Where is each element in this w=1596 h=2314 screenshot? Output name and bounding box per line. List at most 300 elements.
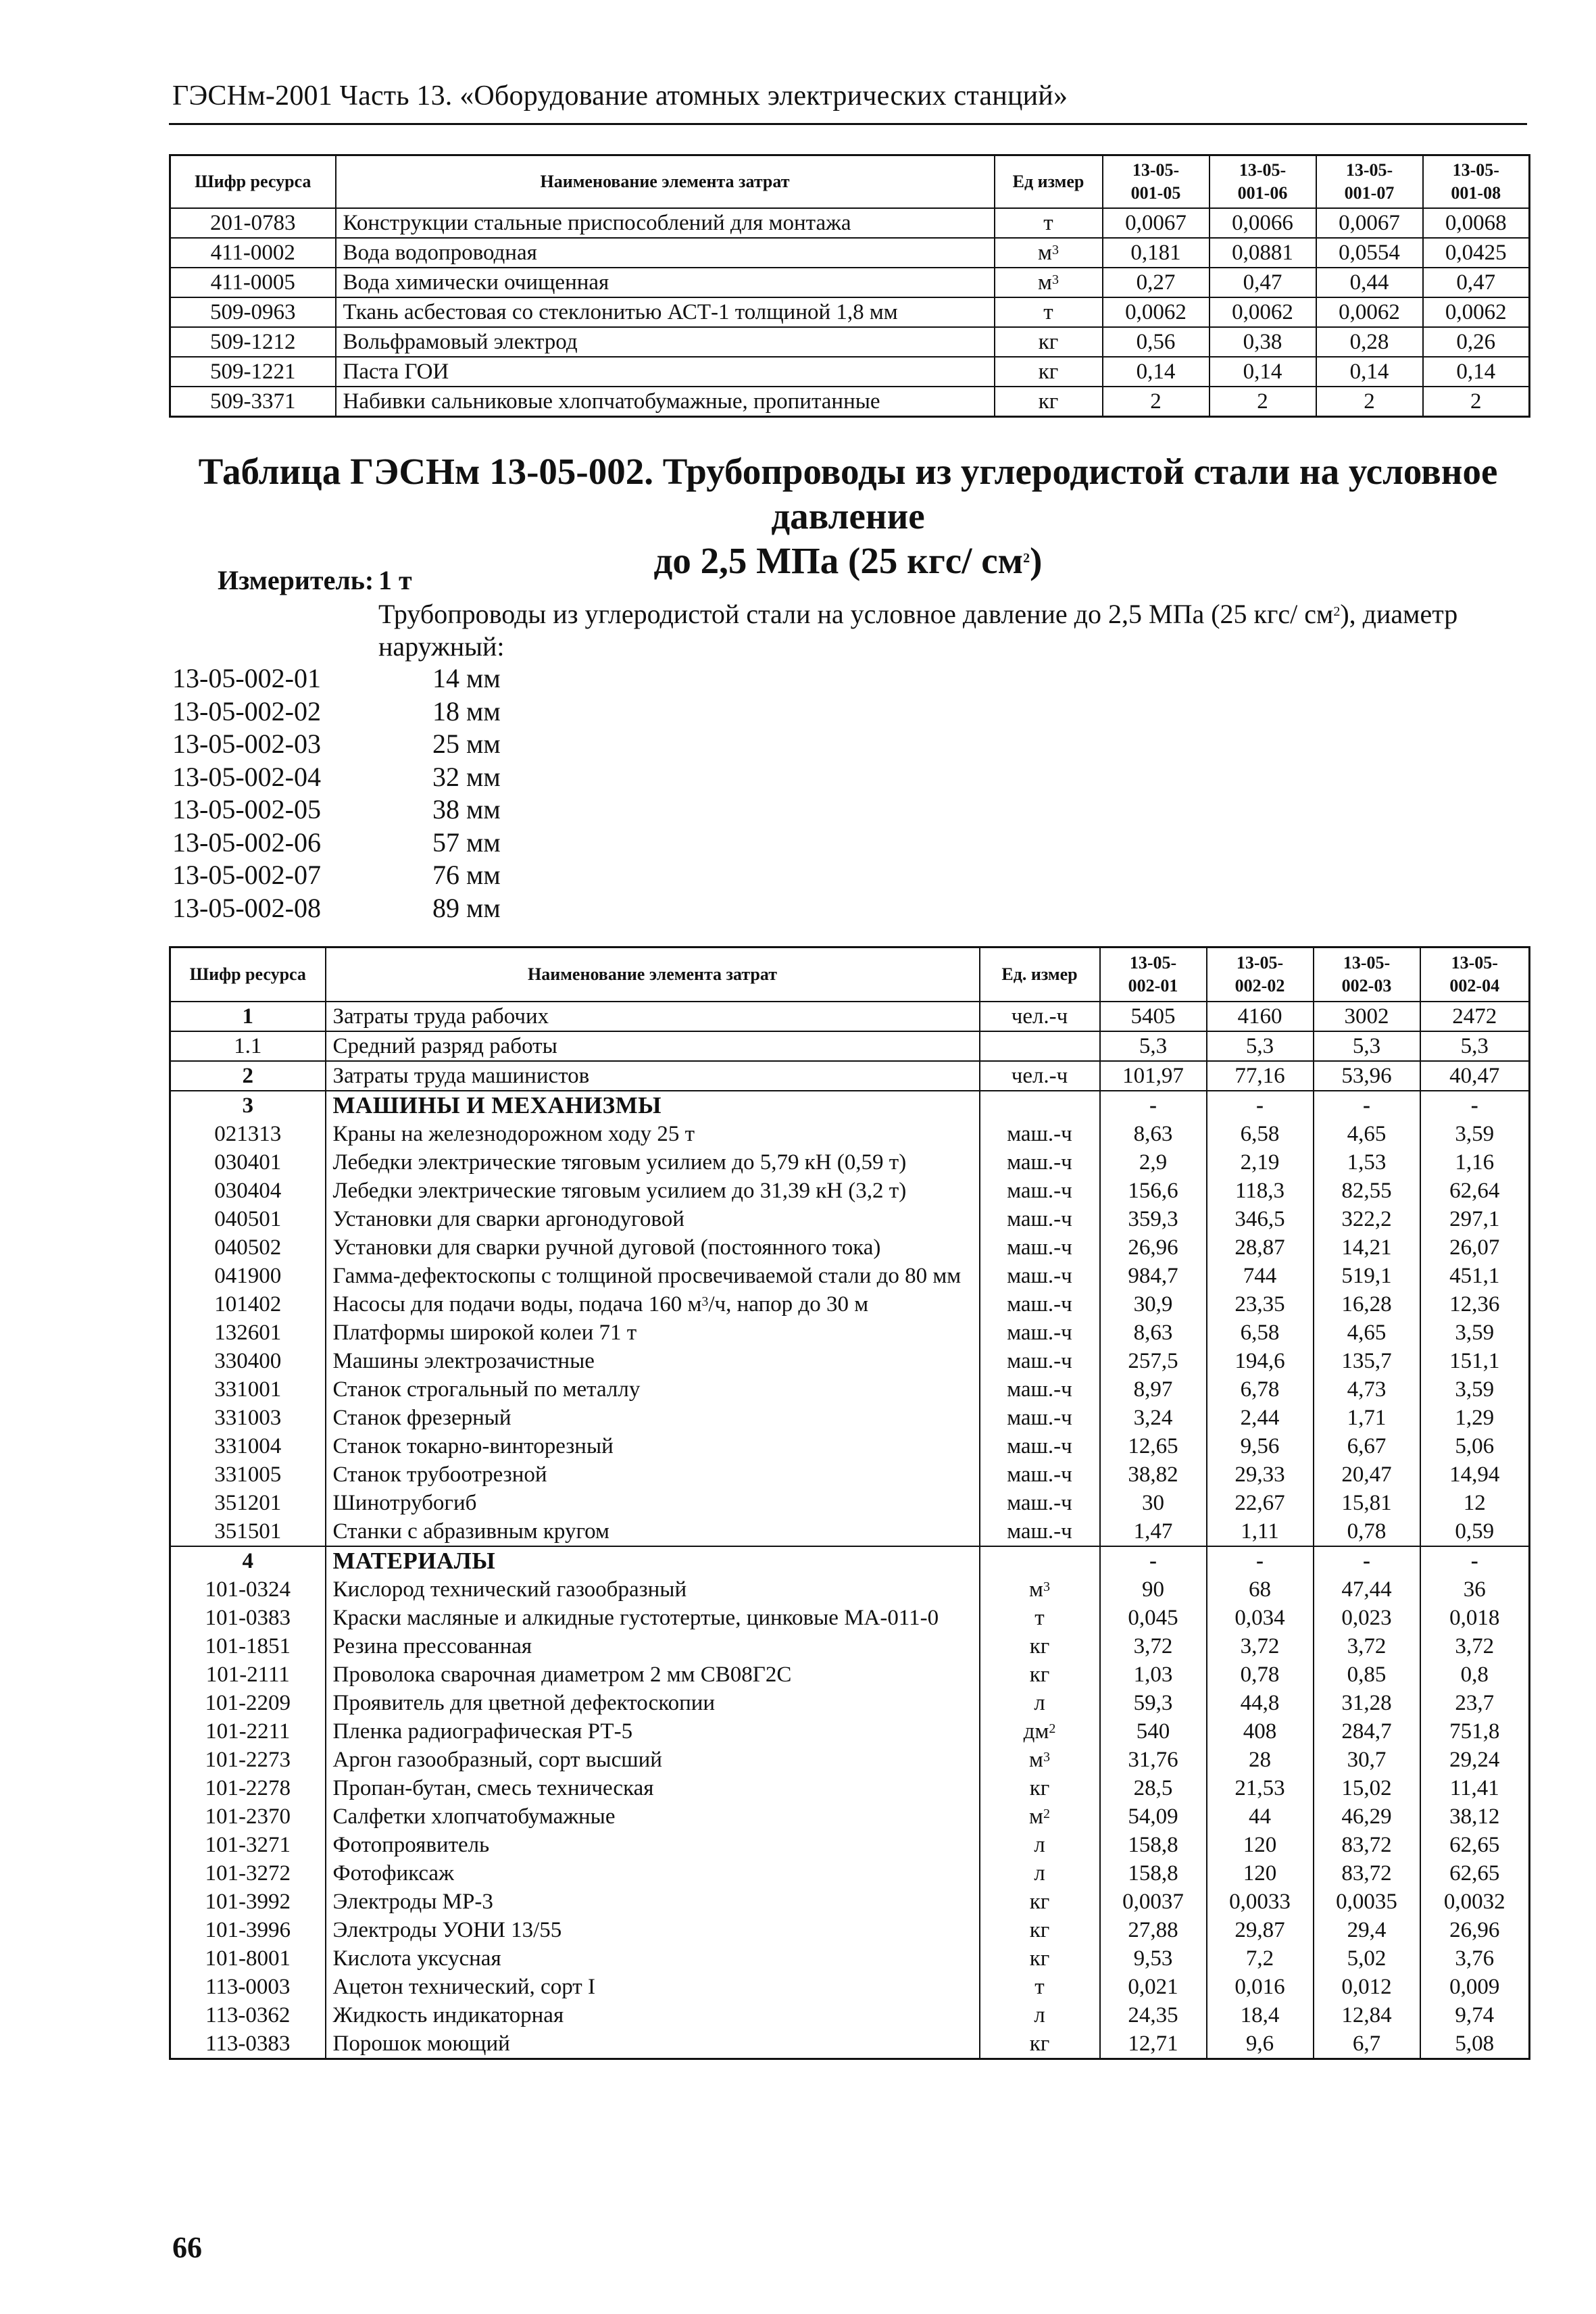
resource-name: Набивки сальниковые хлопчатобумажные, пропитанные — [336, 387, 995, 417]
resource-value: 2472 — [1420, 1002, 1530, 1031]
table-row — [170, 327, 1530, 357]
resource-value: 29,33 — [1207, 1460, 1314, 1489]
resource-value: 20,47 — [1314, 1460, 1420, 1489]
resource-value: 0,045 — [1100, 1604, 1207, 1632]
resource-code: 030404 — [170, 1177, 326, 1205]
variant-code: 13-05-002-06 — [172, 827, 321, 858]
resource-value: 5,3 — [1314, 1031, 1420, 1061]
table-header-row — [170, 947, 1530, 1002]
table-row — [170, 1888, 1530, 1916]
resource-value: - — [1420, 1091, 1530, 1120]
resource-code: 4 — [170, 1546, 326, 1575]
table-row — [170, 1290, 1530, 1319]
variant-item — [172, 662, 501, 695]
resource-unit: маш.-ч — [980, 1489, 1100, 1517]
resource-unit: $м^3$ — [980, 1746, 1100, 1774]
table-row — [170, 1746, 1530, 1774]
resource-value: 2 — [1316, 387, 1423, 417]
resource-unit: кг — [980, 1916, 1100, 1944]
resource-unit: маш.-ч — [980, 1233, 1100, 1262]
resource-unit: маш.-ч — [980, 1404, 1100, 1432]
resource-value: 4,65 — [1314, 1319, 1420, 1347]
resource-value: 0,034 — [1207, 1604, 1314, 1632]
resource-value: 38,82 — [1100, 1460, 1207, 1489]
resource-name: Порошок моющий — [326, 2029, 980, 2059]
resource-code: 101-3272 — [170, 1859, 326, 1888]
resource-value: 1,03 — [1100, 1660, 1207, 1689]
resource-name: Лебедки электрические тяговым усилием до 5,79 кН (0,59 т) — [326, 1148, 980, 1177]
variant-diameter: 32 мм — [432, 761, 501, 792]
variant-item — [172, 761, 501, 794]
header-col: 13-05- 001-06 — [1210, 155, 1316, 208]
resource-code: 1 — [170, 1002, 326, 1031]
resource-unit: т — [995, 208, 1103, 238]
resource-unit: маш.-ч — [980, 1347, 1100, 1375]
resource-unit: маш.-ч — [980, 1205, 1100, 1233]
resource-value: 14,94 — [1420, 1460, 1530, 1489]
resource-unit: маш.-ч — [980, 1177, 1100, 1205]
resource-value: 0,0068 — [1423, 208, 1530, 238]
resource-value: 2 — [1103, 387, 1210, 417]
resource-value: 5,3 — [1420, 1031, 1530, 1061]
table-row — [170, 1432, 1530, 1460]
resource-value: - — [1100, 1091, 1207, 1120]
resource-value: 5,3 — [1100, 1031, 1207, 1061]
resource-name: Установки для сварки ручной дуговой (постоянного тока) — [326, 1233, 980, 1262]
resource-unit: л — [980, 1831, 1100, 1859]
resource-value: 7,2 — [1207, 1944, 1314, 1973]
resource-code: 132601 — [170, 1319, 326, 1347]
header-col: 13-05- 001-08 — [1423, 155, 1530, 208]
table-row — [170, 1859, 1530, 1888]
resource-value: 3,72 — [1420, 1632, 1530, 1660]
resource-code: 509-3371 — [170, 387, 336, 417]
resource-code: 201-0783 — [170, 208, 336, 238]
table-row — [170, 1831, 1530, 1859]
resource-value: 0,0066 — [1210, 208, 1316, 238]
resource-value: 0,0425 — [1423, 238, 1530, 268]
resource-name: Гамма-дефектоскопы с толщиной просвечиваемой стали до 80 мм — [326, 1262, 980, 1290]
resource-code: 331001 — [170, 1375, 326, 1404]
resource-value: 0,181 — [1103, 238, 1210, 268]
resource-value: 90 — [1100, 1575, 1207, 1604]
resource-value: 322,2 — [1314, 1205, 1420, 1233]
table-row — [170, 238, 1530, 268]
header-col: 13-05- 002-02 — [1207, 947, 1314, 1002]
resource-value: 1,16 — [1420, 1148, 1530, 1177]
resource-value: 2 — [1423, 387, 1530, 417]
resource-unit: т — [995, 297, 1103, 327]
resource-value: 23,7 — [1420, 1689, 1530, 1717]
resource-name: Кислота уксусная — [326, 1944, 980, 1973]
resource-unit: $м^3$ — [995, 238, 1103, 268]
resource-value: 0,0881 — [1210, 238, 1316, 268]
header-unit: Ед измер — [995, 155, 1103, 208]
resource-name: Станок трубоотрезной — [326, 1460, 980, 1489]
resource-code: 411-0005 — [170, 268, 336, 297]
resource-unit: чел.-ч — [980, 1061, 1100, 1091]
resource-value: 194,6 — [1207, 1347, 1314, 1375]
resource-value: 3,59 — [1420, 1319, 1530, 1347]
resource-name: Платформы широкой колеи 71 т — [326, 1319, 980, 1347]
header-col: 13-05- 002-04 — [1420, 947, 1530, 1002]
resource-code: 331004 — [170, 1432, 326, 1460]
resource-code: 101-3271 — [170, 1831, 326, 1859]
resource-unit: маш.-ч — [980, 1148, 1100, 1177]
resource-code: 101-2273 — [170, 1746, 326, 1774]
resource-value: 0,012 — [1314, 1973, 1420, 2001]
resource-name: Паста ГОИ — [336, 357, 995, 387]
resource-value: 0,0032 — [1420, 1888, 1530, 1916]
resource-value: 6,67 — [1314, 1432, 1420, 1460]
table-row — [170, 1460, 1530, 1489]
resource-value: 29,4 — [1314, 1916, 1420, 1944]
resource-table-002 — [169, 946, 1530, 2060]
resource-unit: маш.-ч — [980, 1460, 1100, 1489]
resource-value: 0,56 — [1103, 327, 1210, 357]
resource-value: 0,0033 — [1207, 1888, 1314, 1916]
resource-unit: л — [980, 2001, 1100, 2029]
resource-unit: маш.-ч — [980, 1262, 1100, 1290]
resource-unit: кг — [980, 1944, 1100, 1973]
resource-name: Конструкции стальные приспособлений для монтажа — [336, 208, 995, 238]
header-col: 13-05- 001-05 — [1103, 155, 1210, 208]
header-rule — [169, 123, 1527, 125]
resource-value: 28,87 — [1207, 1233, 1314, 1262]
resource-value: 0,0062 — [1210, 297, 1316, 327]
variant-item — [172, 859, 501, 892]
resource-code: 1.1 — [170, 1031, 326, 1061]
resource-value: 3,72 — [1314, 1632, 1420, 1660]
table-row — [170, 1632, 1530, 1660]
variant-code: 13-05-002-08 — [172, 892, 321, 923]
resource-value: 0,85 — [1314, 1660, 1420, 1689]
table-row — [170, 1973, 1530, 2001]
resource-name: Средний разряд работы — [326, 1031, 980, 1061]
resource-value: 151,1 — [1420, 1347, 1530, 1375]
resource-unit: маш.-ч — [980, 1319, 1100, 1347]
resource-value: 0,14 — [1316, 357, 1423, 387]
table-row — [170, 297, 1530, 327]
resource-value: - — [1420, 1546, 1530, 1575]
resource-name: МАТЕРИАЛЫ — [326, 1546, 980, 1575]
resource-code: 101-2370 — [170, 1802, 326, 1831]
table-row — [170, 357, 1530, 387]
variant-item — [172, 793, 501, 827]
variant-code: 13-05-002-01 — [172, 663, 321, 693]
table-row — [170, 1148, 1530, 1177]
resource-value: 9,74 — [1420, 2001, 1530, 2029]
table-row — [170, 1546, 1530, 1575]
resource-value: 9,53 — [1100, 1944, 1207, 1973]
table-row — [170, 1802, 1530, 1831]
resource-value: 0,016 — [1207, 1973, 1314, 2001]
table-title-line-2: до 2,5 МПа (25 кгс/ $см^2$) — [653, 540, 1043, 581]
table-row — [170, 1774, 1530, 1802]
resource-value: 6,7 — [1314, 2029, 1420, 2059]
resource-value: 62,65 — [1420, 1859, 1530, 1888]
resource-code: 101-8001 — [170, 1944, 326, 1973]
resource-unit: кг — [980, 1774, 1100, 1802]
resource-value: 0,0035 — [1314, 1888, 1420, 1916]
table-row — [170, 1031, 1530, 1061]
table-row — [170, 1604, 1530, 1632]
variant-item — [172, 695, 501, 729]
resource-value: 0,0067 — [1103, 208, 1210, 238]
table-row — [170, 1916, 1530, 1944]
resource-value: 11,41 — [1420, 1774, 1530, 1802]
resource-name: Проявитель для цветной дефектоскопии — [326, 1689, 980, 1717]
resource-value: 0,0067 — [1316, 208, 1423, 238]
resource-value: - — [1207, 1091, 1314, 1120]
resource-value: 5405 — [1100, 1002, 1207, 1031]
resource-value: 14,21 — [1314, 1233, 1420, 1262]
resource-value: 26,96 — [1100, 1233, 1207, 1262]
resource-value: 12 — [1420, 1489, 1530, 1517]
resource-code: 3 — [170, 1091, 326, 1120]
resource-value: 68 — [1207, 1575, 1314, 1604]
resource-value: 120 — [1207, 1859, 1314, 1888]
resource-value: 0,0062 — [1423, 297, 1530, 327]
resource-name: Вода химически очищенная — [336, 268, 995, 297]
resource-value: 0,0062 — [1316, 297, 1423, 327]
resource-value: 59,3 — [1100, 1689, 1207, 1717]
resource-code: 041900 — [170, 1262, 326, 1290]
variant-item — [172, 728, 501, 761]
resource-unit: л — [980, 1859, 1100, 1888]
resource-value: 2,9 — [1100, 1148, 1207, 1177]
resource-value: 359,3 — [1100, 1205, 1207, 1233]
resource-value: 38,12 — [1420, 1802, 1530, 1831]
table-row — [170, 1091, 1530, 1120]
resource-value: 29,24 — [1420, 1746, 1530, 1774]
resource-value: 408 — [1207, 1717, 1314, 1746]
resource-unit: $м^3$ — [995, 268, 1103, 297]
table-row — [170, 1347, 1530, 1375]
resource-value: 8,63 — [1100, 1120, 1207, 1148]
resource-unit: чел.-ч — [980, 1002, 1100, 1031]
resource-name: Краски масляные и алкидные густотертые, цинковые МА-011-0 — [326, 1604, 980, 1632]
resource-value: - — [1207, 1546, 1314, 1575]
resource-value: 0,0062 — [1103, 297, 1210, 327]
resource-unit: кг — [980, 2029, 1100, 2059]
resource-code: 101-2278 — [170, 1774, 326, 1802]
resource-value: 5,08 — [1420, 2029, 1530, 2059]
resource-value: 118,3 — [1207, 1177, 1314, 1205]
resource-table-001 — [169, 154, 1530, 418]
resource-name: Установки для сварки аргонодуговой — [326, 1205, 980, 1233]
resource-unit: т — [980, 1973, 1100, 2001]
resource-value: - — [1314, 1091, 1420, 1120]
meter-value: 1 т — [378, 565, 412, 595]
resource-value: 5,06 — [1420, 1432, 1530, 1460]
resource-value: 30,9 — [1100, 1290, 1207, 1319]
resource-value: 31,76 — [1100, 1746, 1207, 1774]
resource-value: 82,55 — [1314, 1177, 1420, 1205]
table-row — [170, 1319, 1530, 1347]
variant-diameter: 76 мм — [432, 860, 501, 890]
resource-value: 26,07 — [1420, 1233, 1530, 1262]
resource-value: 3,59 — [1420, 1120, 1530, 1148]
resource-value: 0,44 — [1316, 268, 1423, 297]
variant-code: 13-05-002-07 — [172, 860, 321, 890]
table-row — [170, 2029, 1530, 2059]
resource-value: 30 — [1100, 1489, 1207, 1517]
resource-value: 44,8 — [1207, 1689, 1314, 1717]
resource-value: 3,24 — [1100, 1404, 1207, 1432]
resource-value: 27,88 — [1100, 1916, 1207, 1944]
page-number: 66 — [172, 2231, 202, 2264]
resource-value: 6,78 — [1207, 1375, 1314, 1404]
table-row — [170, 1233, 1530, 1262]
resource-value: 0,14 — [1210, 357, 1316, 387]
variant-code: 13-05-002-02 — [172, 695, 321, 727]
resource-code: 113-0003 — [170, 1973, 326, 2001]
resource-value: 46,29 — [1314, 1802, 1420, 1831]
resource-value: 4,73 — [1314, 1375, 1420, 1404]
variant-diameter: 14 мм — [432, 663, 501, 693]
resource-unit: кг — [980, 1888, 1100, 1916]
header-name: Наименование элемента затрат — [336, 155, 995, 208]
resource-value: 5,02 — [1314, 1944, 1420, 1973]
resource-unit: $м^2$ — [980, 1802, 1100, 1831]
resource-value: 519,1 — [1314, 1262, 1420, 1290]
table-row — [170, 1660, 1530, 1689]
resource-code: 030401 — [170, 1148, 326, 1177]
resource-value: 36 — [1420, 1575, 1530, 1604]
resource-unit: маш.-ч — [980, 1432, 1100, 1460]
resource-name: Электроды МР-3 — [326, 1888, 980, 1916]
resource-name: Фотопроявитель — [326, 1831, 980, 1859]
resource-value: 0,8 — [1420, 1660, 1530, 1689]
resource-name: Краны на железнодорожном ходу 25 т — [326, 1120, 980, 1148]
header-code: Шифр ресурса — [170, 155, 336, 208]
meter-label: Измеритель: — [218, 565, 374, 595]
table-row — [170, 1689, 1530, 1717]
table-title — [169, 449, 1527, 583]
resource-unit: маш.-ч — [980, 1375, 1100, 1404]
resource-code: 040501 — [170, 1205, 326, 1233]
resource-value: 30,7 — [1314, 1746, 1420, 1774]
resource-code: 021313 — [170, 1120, 326, 1148]
resource-value: 9,56 — [1207, 1432, 1314, 1460]
resource-code: 101-2209 — [170, 1689, 326, 1717]
resource-value: 62,64 — [1420, 1177, 1530, 1205]
table-row — [170, 1517, 1530, 1546]
resource-unit: кг — [995, 387, 1103, 417]
variant-diameter: 57 мм — [432, 827, 501, 858]
resource-name: Электроды УОНИ 13/55 — [326, 1916, 980, 1944]
resource-name: Жидкость индикаторная — [326, 2001, 980, 2029]
resource-value: 3,76 — [1420, 1944, 1530, 1973]
resource-value: 12,36 — [1420, 1290, 1530, 1319]
resource-unit: кг — [980, 1632, 1100, 1660]
resource-unit: маш.-ч — [980, 1517, 1100, 1546]
resource-name: Проволока сварочная диаметром 2 мм СВ08Г2С — [326, 1660, 980, 1689]
resource-name: Станок строгальный по металлу — [326, 1375, 980, 1404]
resource-unit — [980, 1091, 1100, 1120]
resource-value: 40,47 — [1420, 1061, 1530, 1091]
resource-code: 330400 — [170, 1347, 326, 1375]
table-row — [170, 1404, 1530, 1432]
resource-value: 47,44 — [1314, 1575, 1420, 1604]
table-row — [170, 1177, 1530, 1205]
resource-value: 0,47 — [1210, 268, 1316, 297]
table-row — [170, 2001, 1530, 2029]
resource-value: 158,8 — [1100, 1831, 1207, 1859]
resource-value: 0,78 — [1207, 1660, 1314, 1689]
running-header: ГЭСНм-2001 Часть 13. «Оборудование атомных электрических станций» — [172, 80, 1068, 112]
table-row — [170, 208, 1530, 238]
table-row — [170, 1120, 1530, 1148]
resource-code: 351501 — [170, 1517, 326, 1546]
header-col: 13-05- 001-07 — [1316, 155, 1423, 208]
resource-value: 744 — [1207, 1262, 1314, 1290]
resource-code: 101-0324 — [170, 1575, 326, 1604]
header-name: Наименование элемента затрат — [326, 947, 980, 1002]
table-header-row — [170, 155, 1530, 208]
resource-code: 101-0383 — [170, 1604, 326, 1632]
resource-code: 101-2111 — [170, 1660, 326, 1689]
resource-value: 8,63 — [1100, 1319, 1207, 1347]
resource-code: 113-0383 — [170, 2029, 326, 2059]
resource-value: 22,67 — [1207, 1489, 1314, 1517]
resource-unit — [980, 1031, 1100, 1061]
resource-name: Пропан-бутан, смесь техническая — [326, 1774, 980, 1802]
resource-code: 113-0362 — [170, 2001, 326, 2029]
resource-value: 135,7 — [1314, 1347, 1420, 1375]
header-col: 13-05- 002-01 — [1100, 947, 1207, 1002]
resource-value: 0,78 — [1314, 1517, 1420, 1546]
resource-name: Шинотрубогиб — [326, 1489, 980, 1517]
header-col: 13-05- 002-03 — [1314, 947, 1420, 1002]
resource-value: 12,84 — [1314, 2001, 1420, 2029]
resource-unit: т — [980, 1604, 1100, 1632]
resource-value: 1,53 — [1314, 1148, 1420, 1177]
variants-list — [172, 662, 501, 925]
header-code: Шифр ресурса — [170, 947, 326, 1002]
table-title-line-1: Таблица ГЭСНм 13-05-002. Трубопроводы из углеродистой стали на условное давление — [198, 451, 1498, 537]
resource-code: 101402 — [170, 1290, 326, 1319]
resource-value: 0,0554 — [1316, 238, 1423, 268]
resource-value: 44 — [1207, 1802, 1314, 1831]
variant-code: 13-05-002-04 — [172, 761, 321, 792]
resource-value: 0,59 — [1420, 1517, 1530, 1546]
resource-value: 101,97 — [1100, 1061, 1207, 1091]
resource-unit — [980, 1546, 1100, 1575]
resource-name: Фотофиксаж — [326, 1859, 980, 1888]
resource-code: 351201 — [170, 1489, 326, 1517]
resource-value: 31,28 — [1314, 1689, 1420, 1717]
resource-value: 8,97 — [1100, 1375, 1207, 1404]
resource-value: 16,28 — [1314, 1290, 1420, 1319]
resource-value: 23,35 — [1207, 1290, 1314, 1319]
resource-code: 509-0963 — [170, 297, 336, 327]
resource-value: 24,35 — [1100, 2001, 1207, 2029]
resource-value: 53,96 — [1314, 1061, 1420, 1091]
resource-name: Вольфрамовый электрод — [336, 327, 995, 357]
table-row — [170, 387, 1530, 417]
table-row — [170, 1489, 1530, 1517]
table-row — [170, 1717, 1530, 1746]
resource-unit: кг — [980, 1660, 1100, 1689]
resource-value: 3002 — [1314, 1002, 1420, 1031]
resource-name: Станок токарно-винторезный — [326, 1432, 980, 1460]
resource-name: Салфетки хлопчатобумажные — [326, 1802, 980, 1831]
resource-code: 101-3992 — [170, 1888, 326, 1916]
resource-value: 9,6 — [1207, 2029, 1314, 2059]
table-row — [170, 1205, 1530, 1233]
